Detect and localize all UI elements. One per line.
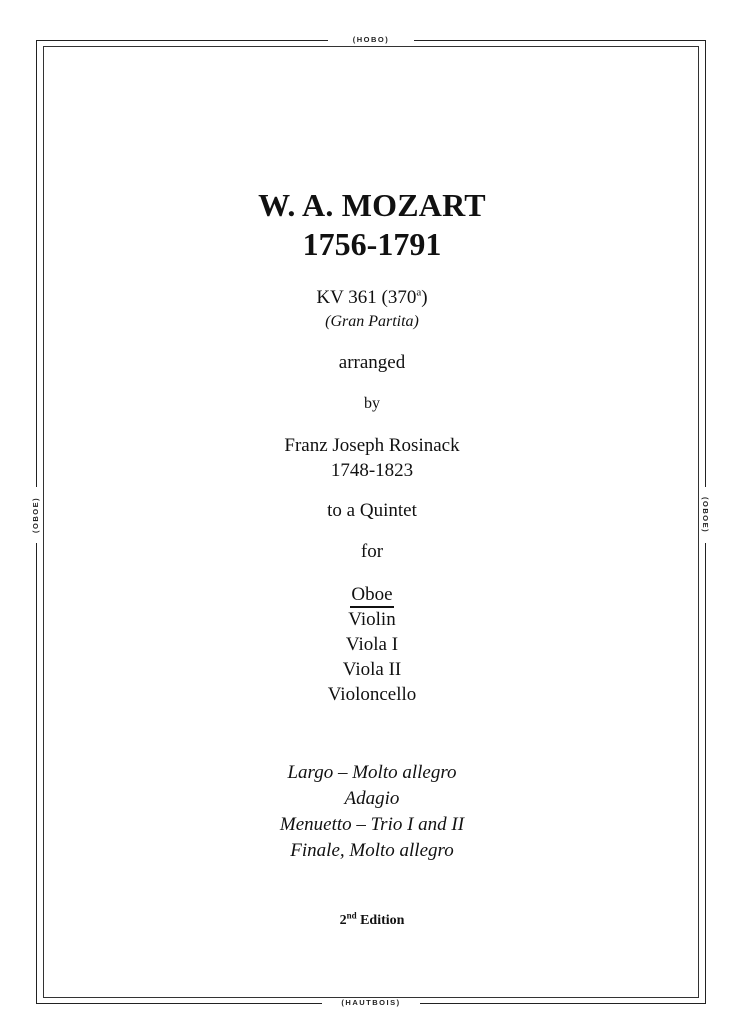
instrument-violin: Violin bbox=[348, 609, 396, 630]
edition-number: 2 bbox=[339, 913, 347, 928]
movement-4: Finale, Molto allegro bbox=[290, 840, 454, 861]
arranger-life-dates: 1748-1823 bbox=[330, 460, 414, 481]
arranged-text: arranged bbox=[338, 352, 406, 373]
movement-2: Adagio bbox=[344, 788, 400, 809]
edition-label bbox=[50, 910, 694, 929]
catalogue-superscript: a bbox=[416, 286, 422, 299]
instrument-viola-2: Viola II bbox=[342, 659, 402, 680]
ensemble-text: to a Quintet bbox=[327, 500, 417, 521]
arranger-name: Franz Joseph Rosinack bbox=[284, 435, 460, 456]
catalogue-suffix: ) bbox=[421, 287, 428, 308]
for-text: for bbox=[360, 541, 384, 562]
instrument-violoncello: Violoncello bbox=[327, 684, 417, 705]
work-subtitle: (Gran Partita) bbox=[325, 313, 419, 330]
border-label-bottom: (HAUTBOIS) bbox=[322, 998, 420, 1008]
composer-life-dates: 1756-1791 bbox=[302, 226, 442, 262]
border-label-right: (OBOE) bbox=[700, 487, 710, 543]
edition-text: Edition bbox=[356, 913, 405, 928]
composer-name: W. A. MOZART bbox=[258, 187, 486, 223]
movement-3: Menuetto – Trio I and II bbox=[279, 814, 465, 835]
border-label-top: (HOBO) bbox=[328, 35, 414, 45]
instrument-oboe bbox=[50, 584, 694, 608]
catalogue-prefix: KV 361 (370 bbox=[316, 287, 417, 308]
catalogue-number bbox=[50, 287, 694, 309]
movement-1: Largo – Molto allegro bbox=[287, 762, 457, 783]
instrument-viola-1: Viola I bbox=[345, 634, 399, 655]
border-label-left: (OBOE) bbox=[31, 487, 41, 543]
edition-superscript: nd bbox=[346, 910, 357, 921]
instrument-label: Oboe bbox=[350, 584, 393, 608]
by-text: by bbox=[364, 395, 380, 412]
